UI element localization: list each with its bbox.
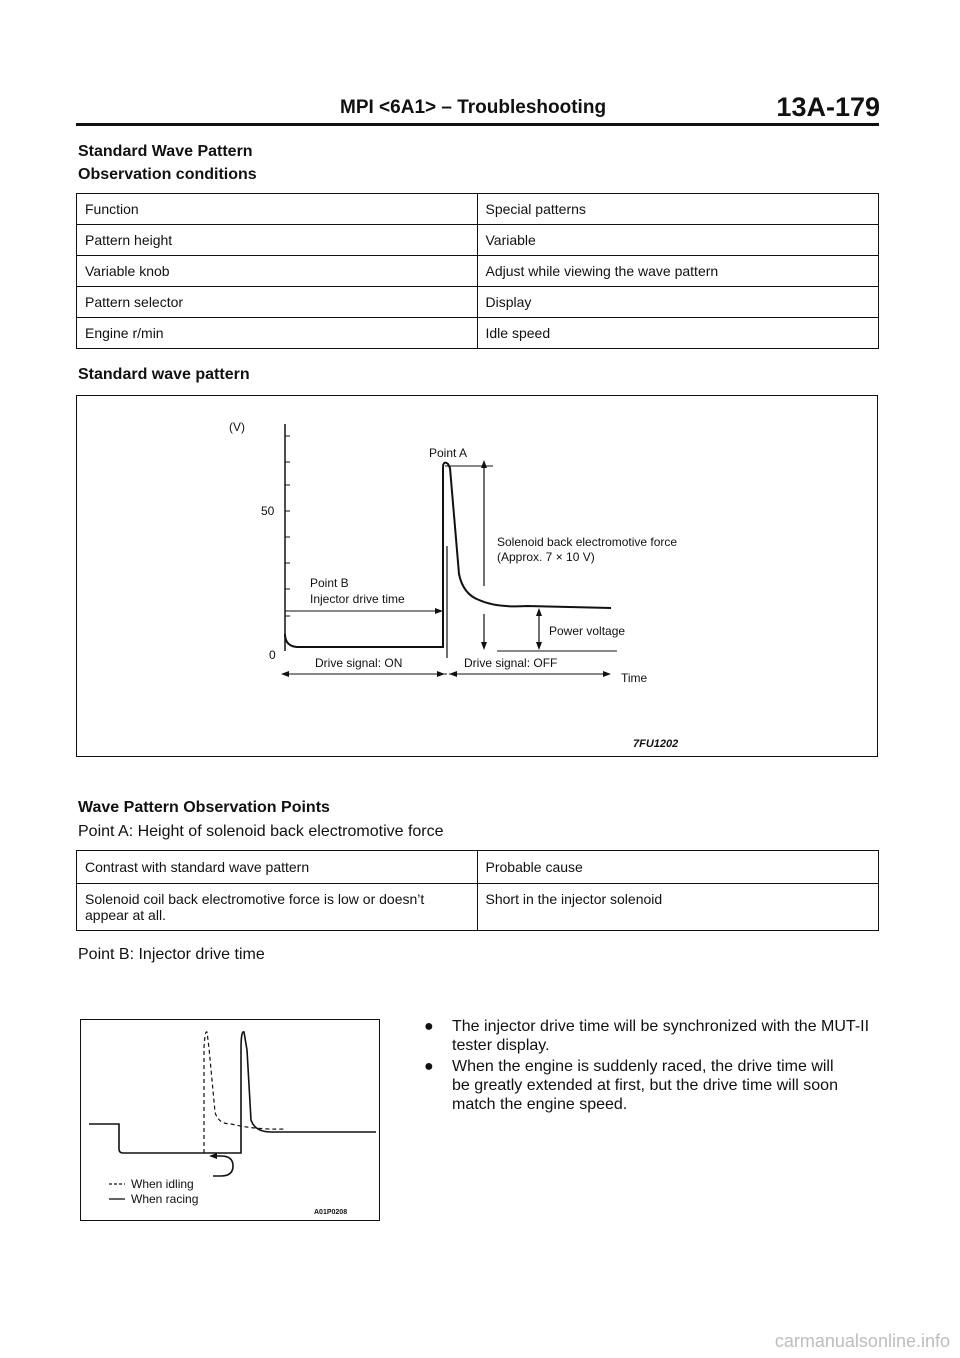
observation-conditions-table — [76, 193, 879, 349]
condition-value: Idle speed — [477, 318, 879, 349]
bullet-icon: ● — [424, 1058, 434, 1075]
condition-value: Special patterns — [477, 194, 879, 225]
tick-label-50: 50 — [261, 504, 275, 518]
condition-label: Engine r/min — [77, 318, 478, 349]
figure-code: 7FU1202 — [633, 738, 679, 750]
arrowhead-icon — [281, 671, 289, 677]
arrowhead-icon — [536, 608, 542, 616]
note-line: tester display. — [452, 1037, 550, 1054]
contrast-line: appear at all. — [85, 907, 166, 923]
note-line: When the engine is suddenly raced, the drive time will — [452, 1058, 834, 1075]
arrowhead-icon — [449, 671, 457, 677]
contrast-line: Solenoid coil back electromotive force is low or doesn’t — [85, 891, 425, 907]
observation-conditions-heading: Observation conditions — [78, 166, 257, 183]
section-title: MPI <6A1> – Troubleshooting — [340, 97, 607, 118]
note-line: be greatly extended at first, but the drive time will soon — [452, 1077, 838, 1094]
figure-code: A01P0208 — [314, 1209, 348, 1216]
arrowhead-icon — [209, 1153, 217, 1159]
condition-label: Pattern selector — [77, 287, 478, 318]
racing-waveform — [89, 1032, 376, 1153]
table-row — [77, 225, 879, 256]
table-row — [77, 851, 879, 884]
condition-value: Variable — [477, 225, 879, 256]
power-voltage-label: Power voltage — [549, 624, 626, 638]
watermark: carmanualsonline.info — [774, 1331, 950, 1351]
standard-wave-pattern-heading: Standard Wave Pattern — [78, 143, 253, 160]
arrowhead-icon — [481, 460, 487, 468]
drive-time-comparison-diagram — [81, 1020, 379, 1220]
legend-idling-label: When idling — [131, 1177, 194, 1191]
arrowhead-icon — [435, 608, 443, 614]
probable-cause-table — [76, 850, 879, 931]
arrowhead-icon — [481, 642, 487, 650]
table-header-contrast: Contrast with standard wave pattern — [77, 851, 478, 884]
point-a-heading: Point A: Height of solenoid back electromotive force — [78, 823, 444, 840]
notes-list — [420, 1017, 882, 1116]
legend-racing-label: When racing — [131, 1192, 199, 1206]
page-number: 13A-179 — [776, 92, 880, 122]
time-axis-label: Time — [621, 671, 648, 685]
condition-label: Variable knob — [77, 256, 478, 287]
tick-label-0: 0 — [269, 648, 276, 662]
extension-arrow — [213, 1156, 233, 1176]
point-a-label: Point A — [429, 446, 468, 460]
note-line: The injector drive time will be synchronized with the MUT-II — [452, 1018, 870, 1035]
point-b-label: Point B — [310, 576, 349, 590]
observation-points-heading: Wave Pattern Observation Points — [78, 799, 330, 816]
drive-signal-off-label: Drive signal: OFF — [464, 656, 558, 670]
drive-signal-on-label: Drive signal: ON — [315, 656, 403, 670]
table-row — [77, 256, 879, 287]
header-rule — [76, 123, 879, 126]
arrowhead-icon — [437, 671, 445, 677]
point-b-heading: Point B: Injector drive time — [78, 946, 265, 963]
standard-wave-diagram — [77, 396, 877, 756]
condition-label: Function — [77, 194, 478, 225]
standard-wave-figure — [76, 395, 878, 757]
table-row — [77, 318, 879, 349]
arrowhead-icon — [536, 642, 542, 650]
table-row — [77, 884, 879, 931]
contrast-cell — [77, 884, 478, 931]
drive-time-comparison-figure — [80, 1019, 380, 1221]
note-line: match the engine speed. — [452, 1096, 628, 1113]
table-header-cause: Probable cause — [477, 851, 878, 884]
table-row — [77, 287, 879, 318]
bullet-icon: ● — [424, 1018, 434, 1035]
arrowhead-icon — [603, 671, 611, 677]
condition-label: Pattern height — [77, 225, 478, 256]
idling-waveform — [204, 1032, 286, 1153]
back-emf-label-line2: (Approx. 7 × 10 V) — [497, 550, 595, 564]
back-emf-label-line1: Solenoid back electromotive force — [497, 535, 678, 549]
list-item — [420, 1057, 882, 1114]
list-item — [420, 1017, 882, 1055]
condition-value: Display — [477, 287, 879, 318]
injector-drive-time-label: Injector drive time — [310, 592, 405, 606]
condition-value: Adjust while viewing the wave pattern — [477, 256, 879, 287]
table-row — [77, 194, 879, 225]
unit-label: (V) — [229, 420, 245, 434]
standard-wave-pattern-subheading: Standard wave pattern — [78, 366, 250, 383]
cause-cell: Short in the injector solenoid — [477, 884, 878, 931]
